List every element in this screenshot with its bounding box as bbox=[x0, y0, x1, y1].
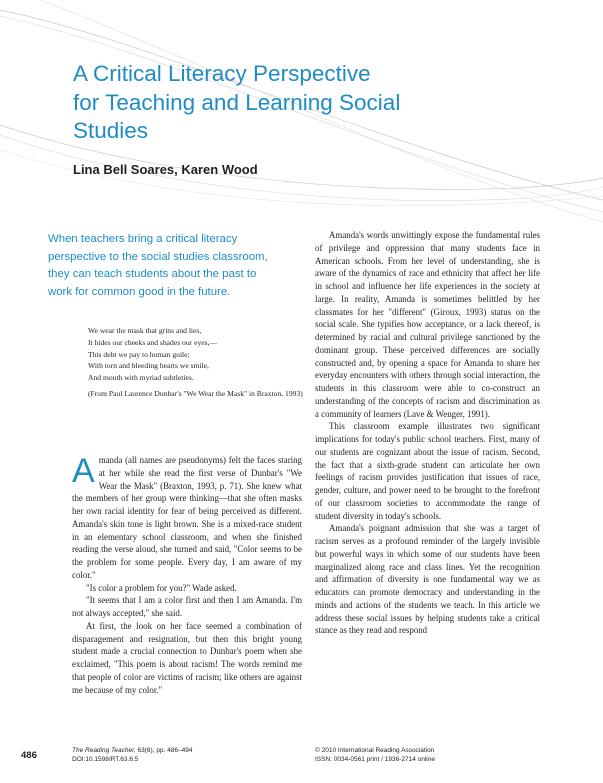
abstract-line: perspective to the social studies classroom, bbox=[48, 250, 268, 263]
body-paragraph: "Is color a problem for you?" Wade asked. bbox=[86, 582, 237, 593]
poem-line: And mouth with myriad subtleties. bbox=[88, 373, 194, 383]
issn: ISSN: 0034-0561 print / 1936-2714 online bbox=[315, 756, 435, 763]
doi: DOI:10.1598/RT.63.6.5 bbox=[72, 756, 139, 763]
poem-line: We wear the mask that grins and lies, bbox=[88, 326, 202, 335]
body-paragraph: "It seems that I am a color first and then I am Amanda. I'm not always accepted," she said. bbox=[72, 595, 302, 618]
epigraph-poem bbox=[88, 325, 303, 400]
body-paragraph: Amanda's poignant admission that she was a target of racism serves as a profound reminder of the largely invisible but powerful ways in which some of our students have been marginalized along race and class lines. Yet the recognition and affirmation of diversity is one fundamental way we as educators can promote democracy and understanding in the minds and actions of the students we teach. In this article we address these social issues by helping students take a critical stance as they read and respond bbox=[315, 523, 540, 636]
body-column-right bbox=[315, 229, 540, 637]
body-paragraph: This classroom example illustrates two significant implications for today's public school teachers. First, many of our students are cognizant about the issue of racism. Second, the fact that a sixth-grade student can articulate her own feelings of racism provides justification that issues of race, gender, culture, and power need to be brought to the forefront of our classroom societies to accommodate the range of student diversity in today's schools. bbox=[315, 421, 540, 521]
article-title-line: for Teaching and Learning Social bbox=[73, 89, 401, 115]
footer-citation bbox=[72, 746, 192, 764]
poem-source: (From Paul Laurence Dunbar's "We Wear the Mask" in Braxton, 1993) bbox=[88, 388, 303, 398]
poem-line: It hides our cheeks and shades our eyes,— bbox=[88, 337, 218, 347]
abstract-line: they can teach students about the past to bbox=[48, 268, 257, 281]
citation-line bbox=[72, 746, 192, 755]
article-title-line: Studies bbox=[73, 118, 149, 143]
citation-details: 63(6), pp. 486–494 bbox=[135, 747, 193, 754]
article-title bbox=[73, 60, 503, 146]
body-paragraph: At first, the look on her face seemed a combination of disparagement and resignation, but then this bright young student made a crucial connection to Dunbar's poem when she exclaimed, "This poem is about racism! The words remind me that people of color are victims of racism; like others are against me because of my color." bbox=[72, 620, 302, 695]
header-curve bbox=[0, 150, 603, 206]
abstract-line: work for common good in the future. bbox=[48, 285, 231, 298]
page-number: 486 bbox=[21, 750, 37, 761]
journal-name: The Reading Teacher, bbox=[72, 747, 136, 754]
body-paragraph bbox=[72, 454, 302, 582]
abstract bbox=[48, 231, 298, 301]
poem-line: With torn and bleeding hearts we smile, bbox=[88, 361, 209, 371]
drop-cap: A bbox=[72, 452, 95, 490]
article-authors: Lina Bell Soares, Karen Wood bbox=[73, 162, 258, 177]
abstract-line: When teachers bring a critical literacy bbox=[48, 233, 238, 245]
poem-line: This debt we pay to human guile; bbox=[88, 349, 190, 359]
paragraph-text: manda (all names are pseudonyms) felt the faces staring at her while she read the first verse of Dunbar's "We Wear the Mask" (Braxton, 1993, p. 71). She knew what the members of her group were thinking—that she often masks her own racial identity for fear of being perceived as different. Amanda's skin tone is light brown. She is a mixed-race student in an elementary school classroom, and when she finished reading the verse aloud, she turned and said, "Color seems to be the problem for some people. Every day, I am aware of my color." bbox=[72, 455, 302, 580]
body-column-left bbox=[72, 454, 302, 696]
body-paragraph: Amanda's words unwittingly expose the fundamental rules of privilege and oppression that many students face in American schools. From her level of understanding, she is aware of the dynamics of race and ethnicity that affect her life in school and influence her life experiences in the society at large. In reality, Amanda is sometimes belittled by her classmates for her "different" (Giroux, 1993) status on the social scale. She typifies how acceptance, or a lack thereof, is determined by racial and cultural privilege sanctioned by the dominant group. These perceived differences are socially constructed and, by opening a space for Amanda to share her everyday encounters with others through social interaction, the students in this classroom were able to co-construct an understanding of the concepts of racism and discrimination as a community of learners (Lave & Wenger, 1991). bbox=[315, 230, 540, 419]
copyright: © 2010 International Reading Association bbox=[315, 747, 435, 754]
article-title-line: A Critical Literacy Perspective bbox=[73, 61, 371, 86]
footer-publisher bbox=[315, 746, 435, 764]
